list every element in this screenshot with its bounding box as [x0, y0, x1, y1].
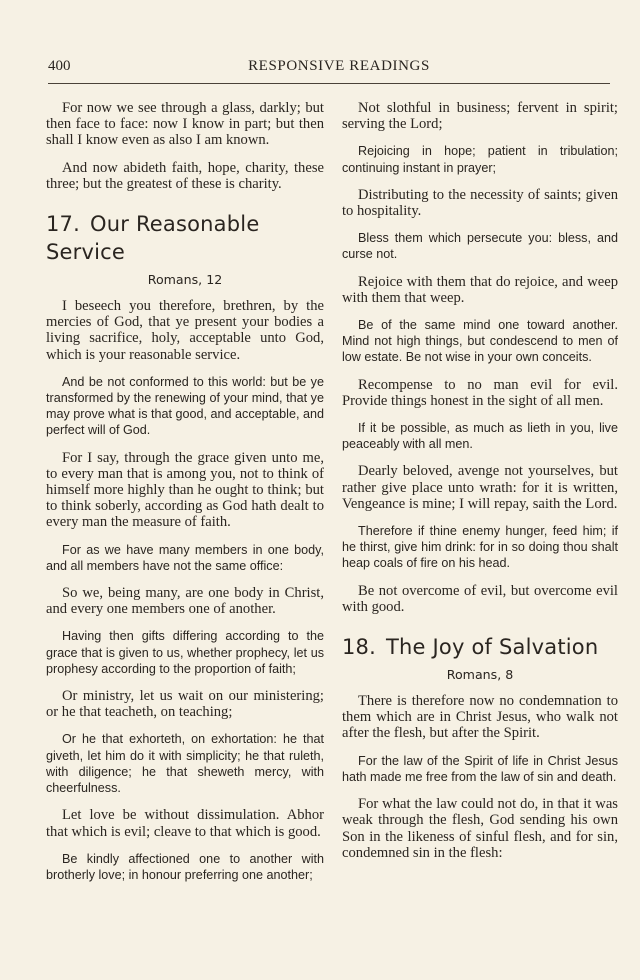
left-column [46, 100, 324, 894]
section-title: The Joy of Salvation [386, 635, 599, 660]
verse: Let love be without dissimulation. Abhor that which is evil; cleave to that which is good. [46, 807, 324, 840]
verse: Or ministry, let us wait on our ministering; or he that teacheth, on teaching; [46, 688, 324, 721]
verse: So we, being many, are one body in Christ, and every one members one of another. [46, 585, 324, 618]
section-number: 18. [342, 635, 376, 660]
verse: Be not overcome of evil, but overcome evil with good. [342, 582, 618, 615]
page-header [48, 58, 610, 78]
right-column [342, 100, 618, 872]
verse: Rejoicing in hope; patient in tribulation; continuing instant in prayer; [342, 144, 618, 175]
verse: Bless them which persecute you: bless, and curse not. [342, 231, 618, 262]
section-number: 17. [46, 212, 80, 237]
verse: Or he that exhorteth, on exhortation: he that giveth, let him do it with simplicity; he that ruleth, with diligence; he that sheweth mercy, with cheerfulness. [46, 732, 324, 796]
verse: There is therefore now no condemnation to them which are in Christ Jesus, who walk not after the flesh, but after the Spirit. [342, 693, 618, 742]
verse: Rejoice with them that do rejoice, and weep with them that weep. [342, 273, 618, 306]
verse: Dearly beloved, avenge not yourselves, but rather give place unto wrath: for it is written, Vengeance is mine; I will repay, saith the Lord. [342, 463, 618, 512]
verse: For as we have many members in one body, and all members have not the same office: [46, 542, 324, 573]
verse: Therefore if thine enemy hunger, feed him; if he thirst, give him drink: for in so doing thou shalt heap coals of fire on his head. [342, 524, 618, 571]
verse: Distributing to the necessity of saints; given to hospitality. [342, 186, 618, 220]
section-17-heading [46, 210, 324, 266]
verse: For I say, through the grace given unto me, to every man that is among you, not to think of himself more highly than he ought to think; but to think soberly, according as God hath dealt to every man the measure of faith. [46, 449, 324, 531]
verse: For what the law could not do, in that it was weak through the flesh, God sending his own Son in the likeness of sinful flesh, and for sin, condemned sin in the flesh: [342, 796, 618, 861]
page-number: 400 [48, 58, 71, 74]
verse: If it be possible, as much as lieth in you, live peaceably with all men. [342, 421, 618, 452]
verse: Not slothful in business; fervent in spirit; serving the Lord; [342, 100, 618, 133]
verse: For the law of the Spirit of life in Christ Jesus hath made me free from the law of sin and death. [342, 753, 618, 784]
running-head: RESPONSIVE READINGS [248, 58, 430, 74]
scripture-reference: Romans, 12 [147, 272, 223, 288]
verse: And be not conformed to this world: but be ye transformed by the renewing of your mind, that ye may prove what is that good, and acceptable, and perfect will of God. [46, 374, 324, 438]
scripture-reference: Romans, 8 [446, 667, 514, 683]
verse: For now we see through a glass, darkly; but then face to face: now I know in part; but then shall I know even as also I am known. [46, 100, 324, 149]
section-title: Our Reasonable Service [46, 212, 260, 265]
verse: Be of the same mind one toward another. Mind not high things, but condescend to men of low estate. Be not wise in your own conceits. [342, 318, 618, 365]
verse: Be kindly affectioned one to another with brotherly love; in honour preferring one another; [46, 851, 324, 882]
verse: And now abideth faith, hope, charity, these three; but the greatest of these is charity. [46, 159, 324, 192]
section-18-heading [342, 633, 618, 661]
verse: Having then gifts differing according to the grace that is given to us, whether prophecy, let us prophesy according to the proportion of faith; [46, 629, 324, 676]
header-rule [48, 83, 610, 84]
verse: Recompense to no man evil for evil. Provide things honest in the sight of all men. [342, 376, 618, 409]
verse: I beseech you therefore, brethren, by the mercies of God, that ye present your bodies a living sacrifice, holy, acceptable unto God, which is your reasonable service. [46, 298, 324, 363]
